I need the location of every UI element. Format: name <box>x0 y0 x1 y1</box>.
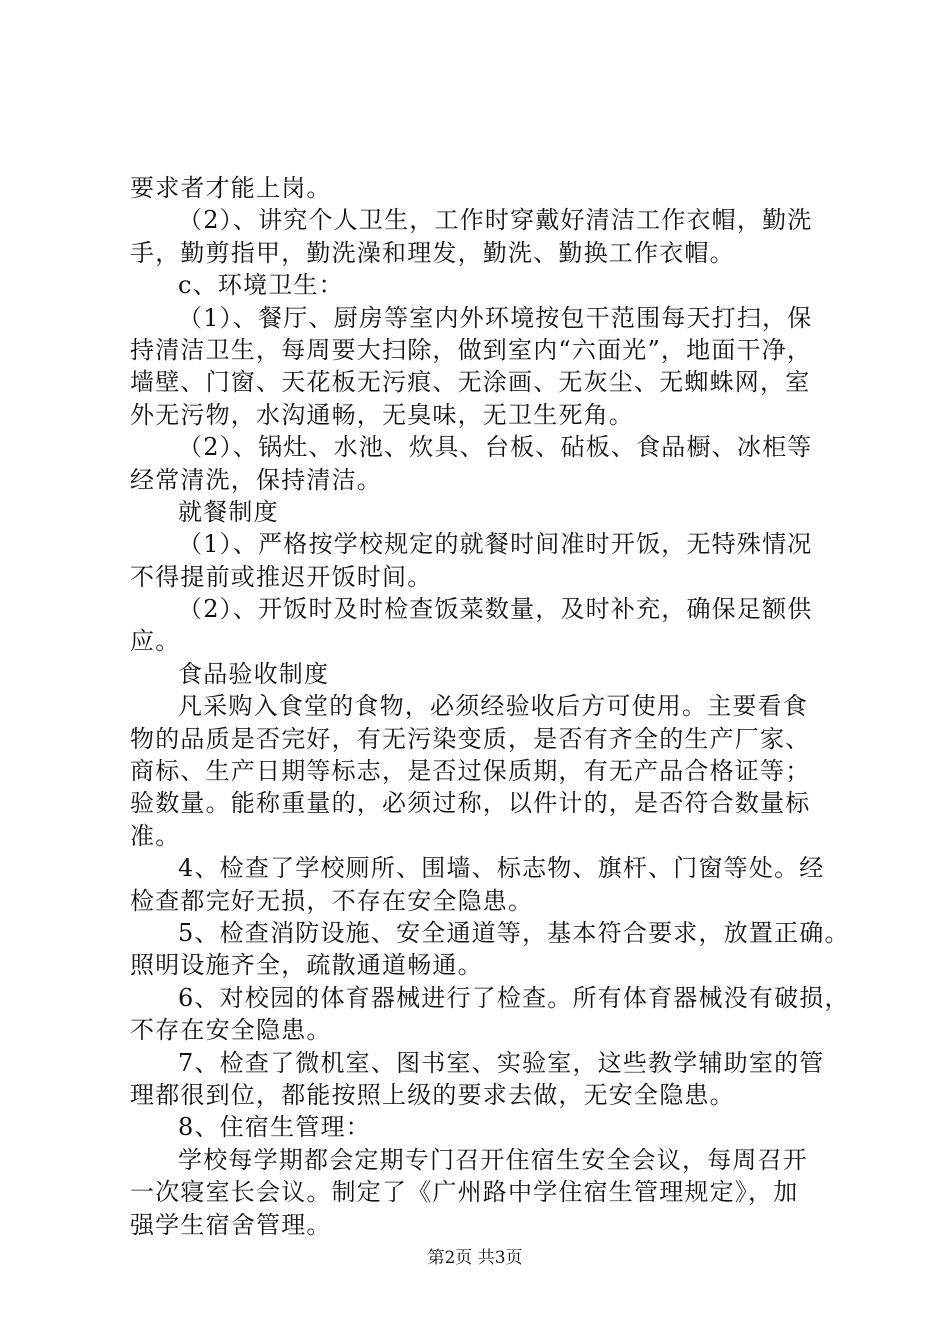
text-line: 不得提前或推迟开饭时间。 <box>130 562 433 591</box>
text-line: 要求者才能上岗。 <box>130 174 332 202</box>
text-line: 7、检查了微机室、图书室、实验室，这些教学辅助室的管 <box>178 1048 825 1077</box>
text-line: 手，勤剪指甲，勤洗澡和理发，勤洗、勤换工作衣帽。 <box>130 238 735 267</box>
text-line: c、环境卫生： <box>178 271 344 300</box>
text-line: 墙壁、门窗、天花板无污痕、无涂画、无灰尘、无蜘蛛网，室 <box>130 368 811 397</box>
text-line: （1）、餐厅、厨房等室内外环境按包干范围每天打扫，保 <box>178 303 813 332</box>
text-line: 不存在安全隐患。 <box>130 1016 332 1045</box>
text-line: 凡采购入食堂的食物，必须经验收后方可使用。主要看食 <box>178 692 808 721</box>
text-line: 食品验收制度 <box>178 659 330 688</box>
text-line: 强学生宿舍管理。 <box>130 1210 332 1239</box>
text-line: 6、对校园的体育器械进行了检查。所有体育器械没有破损， <box>178 983 850 1012</box>
text-line: 一次寝室长会议。制定了《广州路中学住宿生管理规定》，加 <box>130 1178 799 1207</box>
document-body <box>130 172 855 1241</box>
text-line: 商标、生产日期等标志，是否过保质期，有无产品合格证等； <box>130 757 811 786</box>
text-line: 8、住宿生管理： <box>178 1113 371 1142</box>
text-line: （2）、锅灶、水池、炊具、台板、砧板、食品橱、冰柜等 <box>178 433 813 462</box>
text-line: 验数量。能称重量的，必须过称，以件计的，是否符合数量标 <box>130 789 811 818</box>
text-line: 4、检查了学校厕所、围墙、标志物、旗杆、门窗等处。经 <box>178 854 825 883</box>
text-line: 理都很到位，都能按照上级的要求去做，无安全隐患。 <box>130 1080 735 1109</box>
text-line: （2）、讲究个人卫生，工作时穿戴好清洁工作衣帽，勤洗 <box>178 206 813 235</box>
page-number-footer: 第2页 共3页 <box>427 1248 523 1268</box>
text-line: 照明设施齐全，疏散通道畅通。 <box>130 951 483 980</box>
text-line: 经常清洗，保持清洁。 <box>130 465 382 494</box>
text-line: 检查都完好无损，不存在安全隐患。 <box>130 886 534 915</box>
text-line: 就餐制度 <box>178 497 279 526</box>
text-line: 应。 <box>130 627 181 656</box>
text-line: 5、检查消防设施、安全通道等，基本符合要求，放置正确。 <box>178 918 850 947</box>
text-line: （2）、开饭时及时检查饭菜数量，及时补充，确保足额供 <box>178 595 813 624</box>
text-line: 外无污物，水沟通畅，无臭味，无卫生死角。 <box>130 400 634 429</box>
text-line: 物的品质是否完好，有无污染变质，是否有齐全的生产厂家、 <box>130 724 811 753</box>
text-line: （1）、严格按学校规定的就餐时间准时开饭，无特殊情况 <box>178 530 813 559</box>
text-line: 学校每学期都会定期专门召开住宿生安全会议，每周召开 <box>178 1145 808 1174</box>
text-line: 准。 <box>130 821 181 850</box>
text-line: 持清洁卫生，每周要大扫除，做到室内“六面光”，地面干净， <box>130 335 813 364</box>
